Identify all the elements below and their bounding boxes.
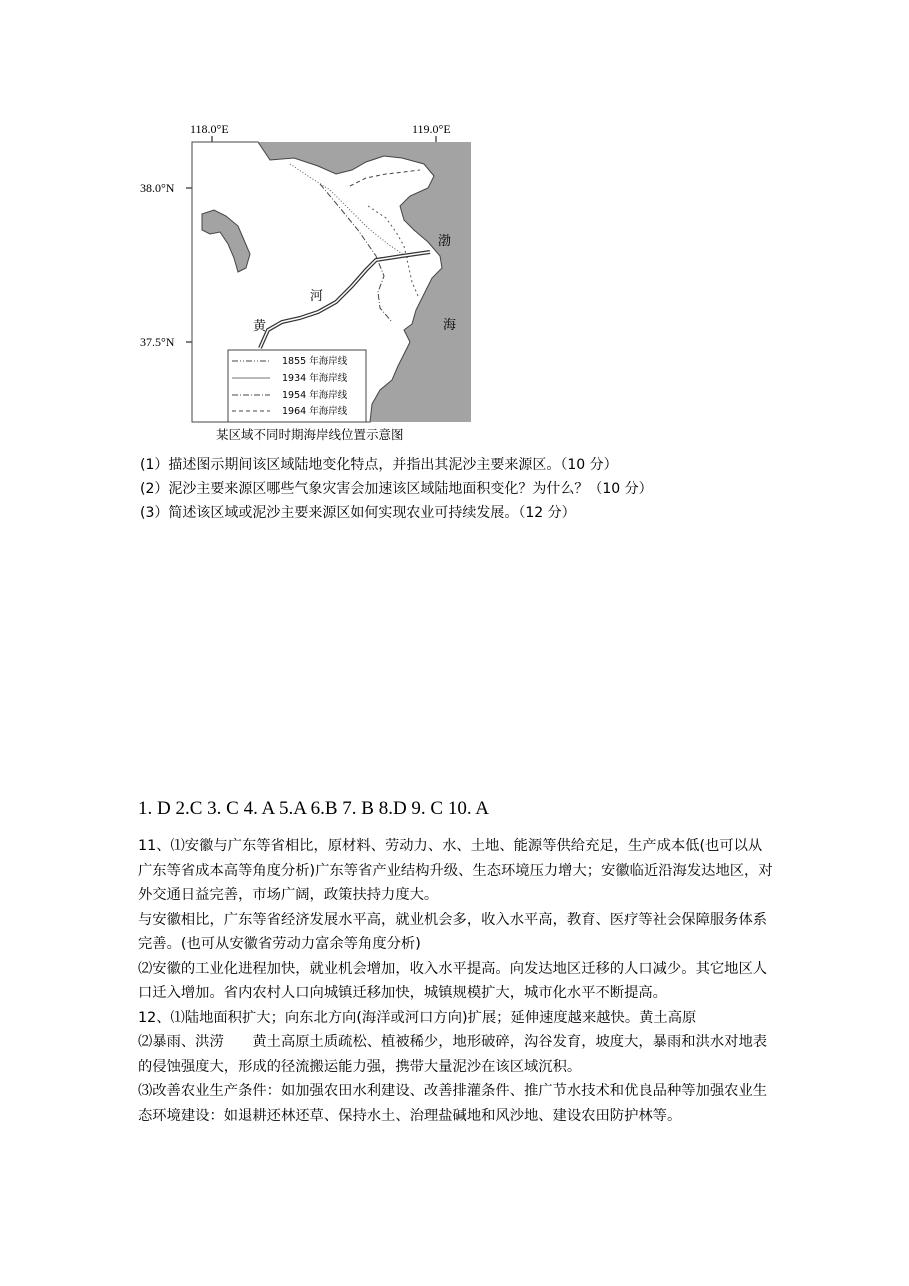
answer-block — [138, 834, 774, 1128]
river-label-he: 河 — [310, 289, 324, 304]
answer-11-part2: 与安徽相比，广东等省经济发展水平高，就业机会多，收入水平高，教育、医疗等社会保障服务体系完善。(也可从安徽省劳动力富余等角度分析) — [138, 911, 768, 952]
map-caption: 某区域不同时期海岸线位置示意图 — [216, 427, 404, 442]
answer-12-part3: ⑶改善农业生产条件：如加强农田水利建设、改善排灌条件、推广节水技术和优良品种等加强农业生态环境建设：如退耕还林还草、保持水土、治理盐碱地和风沙地、建设农田防护林等。 — [138, 1083, 768, 1124]
choice-answers: 1. D 2.C 3. C 4. A 5.A 6.B 7. B 8.D 9. C 10. A — [138, 798, 490, 819]
legend-label-1964: 1964 年海岸线 — [282, 406, 348, 417]
river-label-huang: 黄 — [253, 319, 267, 334]
legend-label-1855: 1855 年海岸线 — [282, 356, 348, 367]
legend-label-1954: 1954 年海岸线 — [282, 390, 348, 401]
question-3: (3）简述该区域或泥沙主要来源区如何实现农业可持续发展。（12 分） — [140, 505, 576, 521]
question-1: (1）描述图示期间该区域陆地变化特点，并指出其泥沙主要来源区。（10 分） — [140, 457, 618, 473]
answer-12-part2: ⑵暴雨、洪涝 黄土高原土质疏松、植被稀少，地形破碎，沟谷发育，坡度大，暴雨和洪水对地表的侵蚀强度大，形成的径流搬运能力强，携带大量泥沙在该区域沉积。 — [138, 1034, 768, 1075]
sea-label-bo: 渤 — [438, 234, 452, 249]
sea-label-hai: 海 — [443, 318, 457, 333]
lat-bottom-label: 37.5°N — [140, 335, 175, 349]
question-2: (2）泥沙主要来源区哪些气象灾害会加速该区域陆地面积变化？为什么？（10 分） — [140, 481, 653, 497]
coastline-map-svg — [140, 118, 480, 448]
answer-11-part1: 11、⑴安徽与广东等省相比，原材料、劳动力、水、土地、能源等供给充足，生产成本低(也可以从广东等省成本高等角度分析)广东等省产业结构升级、生态环境压力增大；安徽临近沿海发达地区，对外交通日益完善，市场广阔，政策扶持力度大。 — [138, 838, 773, 903]
answer-11-part3: ⑵安徽的工业化进程加快，就业机会增加，收入水平提高。向发达地区迁移的人口减少。其它地区人口迁入增加。省内农村人口向城镇迁移加快，城镇规模扩大，城市化水平不断提高。 — [138, 960, 768, 1001]
lon-left-label: 118.0°E — [190, 122, 229, 136]
lat-top-label: 38.0°N — [140, 181, 175, 195]
legend-label-1934: 1934 年海岸线 — [282, 373, 348, 384]
lon-right-label: 119.0°E — [412, 122, 451, 136]
coastline-map-figure — [140, 118, 480, 448]
answer-12-part1: 12、⑴陆地面积扩大；向东北方向(海洋或河口方向)扩展；延伸速度越来越快。黄土高原 — [138, 1009, 697, 1026]
